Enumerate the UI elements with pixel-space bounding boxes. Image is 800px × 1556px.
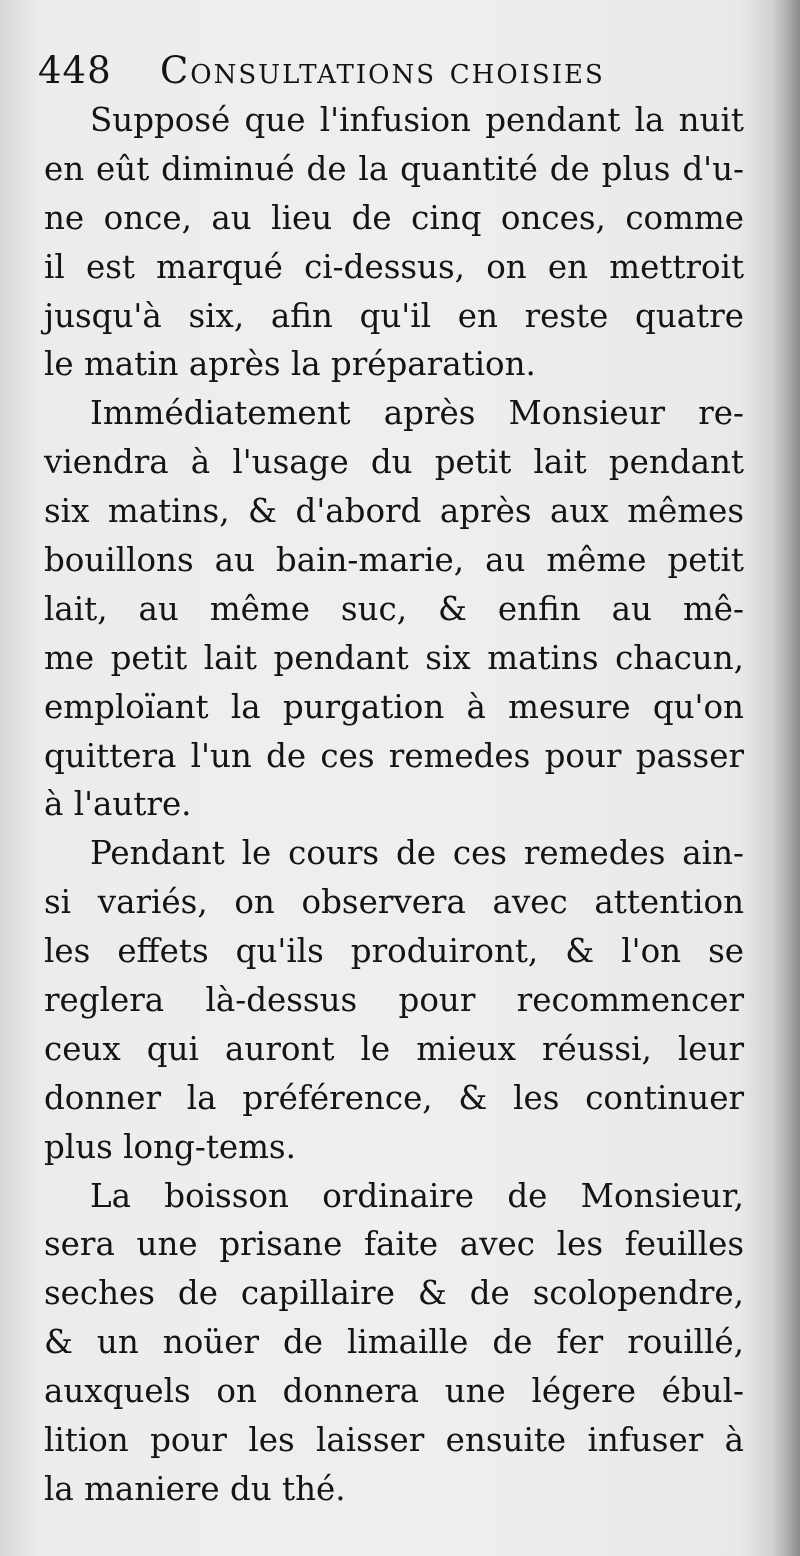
text-line: Immédiatement après Monsieur re- [90,394,744,433]
text-line: Pendant le cours de ces remedes ain- [90,834,744,873]
text-line: me petit lait pendant six matins chacun, [44,638,744,677]
text-line: la maniere du thé. [44,1469,346,1508]
text-line: ceux qui auront le mieux réussi, leur [44,1029,744,1068]
text-line: ne once, au lieu de cinq onces, comme [44,198,744,237]
paragraph-4 [44,1172,744,1514]
text-line: jusqu'à six, afin qu'il en reste quatre [44,296,744,335]
paragraph-1 [44,96,744,389]
text-line: bouillons au bain-marie, au même petit [44,541,744,580]
paragraph-3 [44,829,744,1171]
text-line: emploïant la purgation à mesure qu'on [44,687,744,726]
text-line: les effets qu'ils produiront, & l'on se [44,932,744,971]
text-line: si variés, on observera avec attention [44,883,744,922]
text-line: il est marqué ci-dessus, on en mettroit [44,247,744,286]
text-line: en eût diminué de la quantité de plus d'u- [44,149,744,188]
text-line: plus long-tems. [44,1127,296,1166]
text-line: sera une prisane faite avec les feuilles [44,1225,744,1264]
text-line: donner la préférence, & les continuer [44,1078,744,1117]
page-header [38,46,740,96]
text-line: & un noüer de limaille de fer rouillé, [44,1323,744,1362]
page-number: 448 [38,49,112,92]
text-line: viendra à l'usage du petit lait pendant [44,443,744,482]
running-title: Consultations choisies [160,49,605,92]
paragraph-2 [44,389,744,829]
text-line: La boisson ordinaire de Monsieur, [90,1176,744,1215]
text-line: reglera là-dessus pour recommencer [44,981,744,1020]
text-line: auxquels on donnera une légere ébul- [44,1372,744,1411]
text-line: seches de capillaire & de scolopendre, [44,1274,744,1313]
text-line: quittera l'un de ces remedes pour passer [44,736,744,775]
text-line: lition pour les laisser ensuite infuser à [44,1421,744,1460]
text-line: à l'autre. [44,785,192,824]
text-line: six matins, & d'abord après aux mêmes [44,492,744,531]
text-line: le matin après la préparation. [44,345,536,384]
text-line: Supposé que l'infusion pendant la nuit [90,101,744,139]
body-text [44,96,744,1514]
text-line: lait, au même suc, & enfin au mê- [44,589,744,628]
page-gutter-shadow [772,0,800,1556]
